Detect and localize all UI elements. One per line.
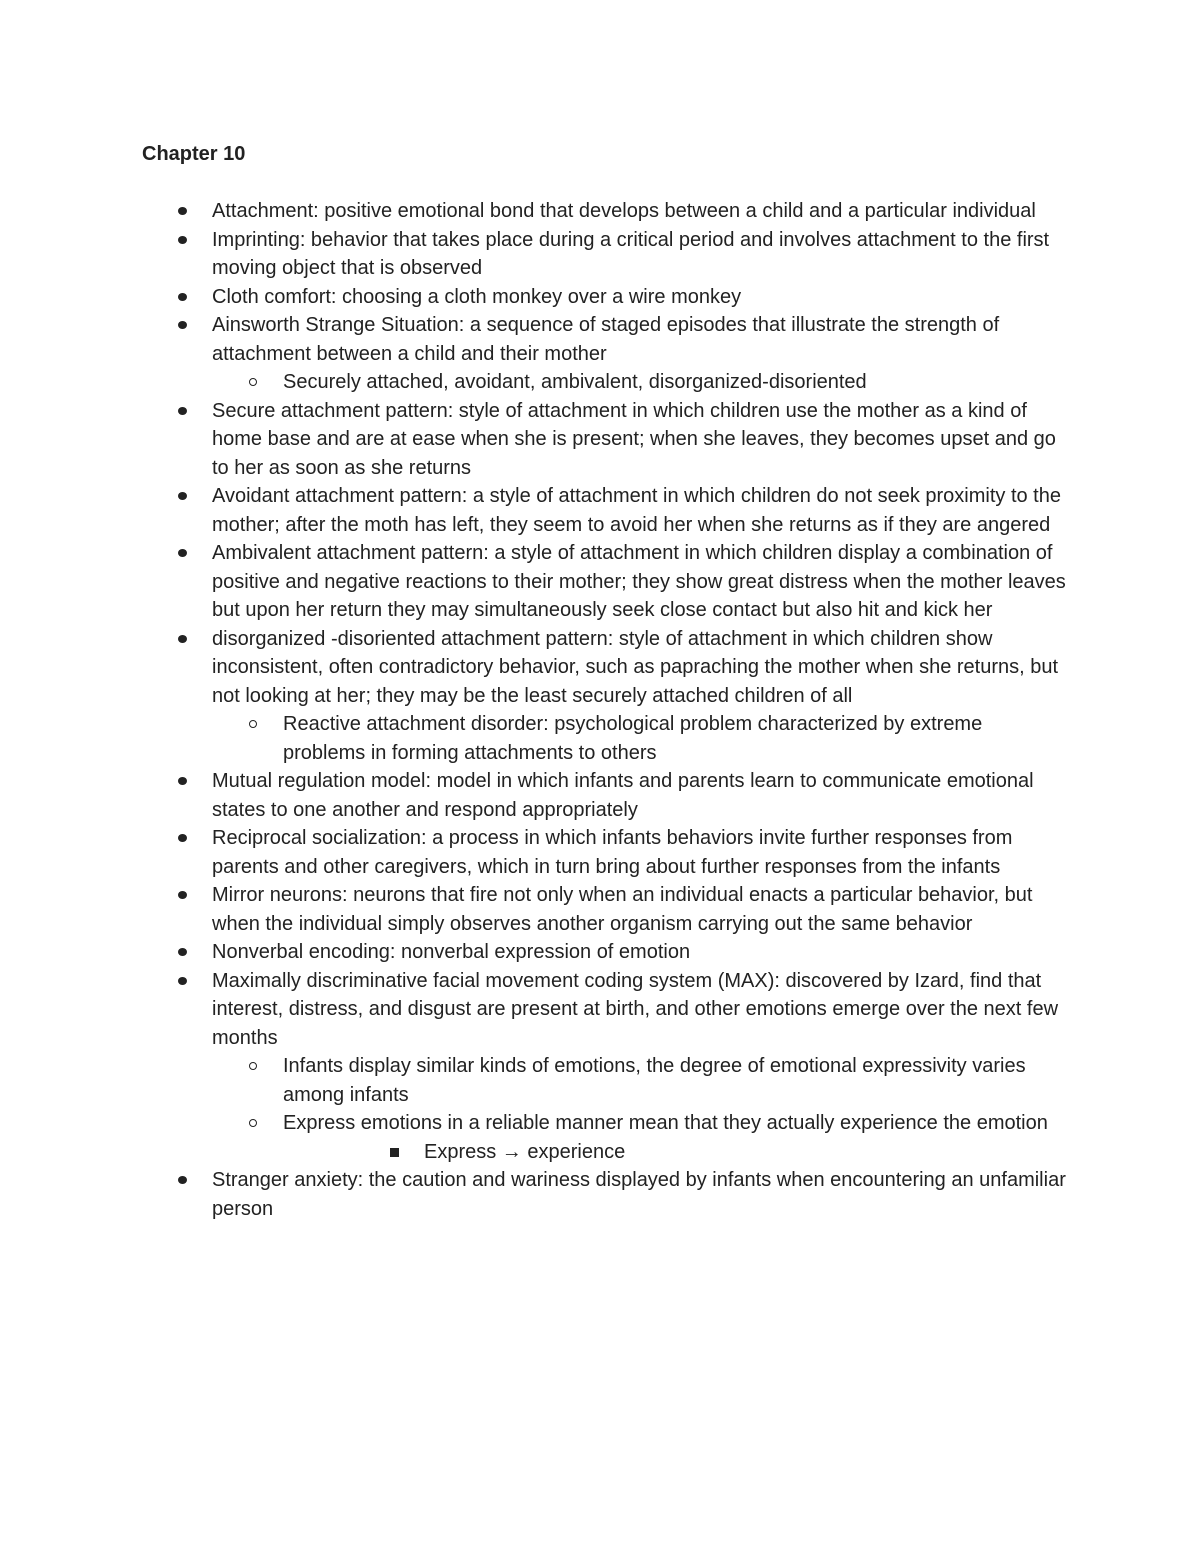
list-item [0,881,1070,938]
list-item [0,283,1070,312]
sub-list [212,368,1070,397]
list-item [0,1166,1070,1223]
list-item-text: Stranger anxiety: the caution and wariness displayed by infants when encountering an unfamiliar person [212,1169,1066,1220]
sub-list-item [0,368,1070,397]
list-item-text: Attachment: positive emotional bond that develops between a child and a particular individual [212,200,1036,222]
bullet-disc-icon [178,635,187,643]
list-item-text: Reactive attachment disorder: psychological problem characterized by extreme problems in forming attachments to others [283,713,983,764]
bullet-disc-icon [178,293,187,301]
bullet-disc-icon [178,207,187,215]
list-item-text: Cloth comfort: choosing a cloth monkey over a wire monkey [212,285,742,308]
list-item-text: Securely attached, avoidant, ambivalent, disorganized-disoriented [283,371,867,393]
list-item [0,625,1070,768]
notes-list [0,197,1070,1223]
bullet-square-icon [390,1148,399,1157]
bullet-disc-icon [178,948,187,956]
list-item-text: Infants display similar kinds of emotions, the degree of emotional expressivity varies among infants [283,1055,1026,1106]
list-item [0,482,1070,539]
list-item [0,938,1070,967]
list-item-text: Ambivalent attachment pattern: a style of attachment in which children display a combination of positive and negative reactions to their mother; they show great distress when the mother leaves but upon her return they may simultaneously seek close contact but also hit and kick her [212,542,1066,621]
sub-sub-list-item [71,1138,1070,1167]
bullet-disc-icon [178,492,187,500]
bullet-disc-icon [178,1176,187,1184]
list-item [0,539,1070,625]
list-item-text: Avoidant attachment pattern: a style of attachment in which children do not seek proximity to the mother; after the moth has left, they seem to avoid her when she returns as if they are angered [212,485,1061,536]
sub-list [283,1138,1070,1167]
bullet-disc-icon [178,549,187,557]
bullet-circle-icon [249,1119,257,1127]
bullet-circle-icon [249,1062,257,1070]
sub-list-item [0,1109,1070,1166]
list-item [0,197,1070,226]
bullet-circle-icon [249,720,257,728]
list-item-text: Maximally discriminative facial movement coding system (MAX): discovered by Izard, find that interest, distress, and disgust are present at birth, and other emotions emerge over the next few months [212,969,1059,1049]
bullet-disc-icon [178,321,187,329]
list-item-text: Express emotions in a reliable manner mean that they actually experience the emotion [283,1112,1048,1134]
list-item-text: Ainsworth Strange Situation: a sequence of staged episodes that illustrate the strength of attachment between a child and their mother [212,314,1000,365]
list-item-text: disorganized -disoriented attachment pattern: style of attachment in which children show inconsistent, often contradictory behavior, such as papraching the mother when she returns, but not looking at her; they may be the least securely attached children of all [212,627,1059,707]
bullet-disc-icon [178,777,187,785]
list-item [0,824,1070,881]
bullet-disc-icon [178,407,187,415]
list-item [0,767,1070,824]
list-item-text: Mutual regulation model: model in which infants and parents learn to communicate emotional states to one another and respond appropriately [212,770,1034,821]
bullet-disc-icon [178,977,187,985]
list-item-text: Reciprocal socialization: a process in which infants behaviors invite further responses from parents and other caregivers, which in turn bring about further responses from the infants [212,827,1013,878]
list-item [0,311,1070,397]
list-item [0,226,1070,283]
sub-list-item [0,710,1070,767]
sub-list-item [0,1052,1070,1109]
bullet-disc-icon [178,891,187,899]
sub-list [212,1052,1070,1166]
list-item-text: Express → experience [424,1140,626,1163]
list-item [0,967,1070,1167]
list-item-text: Mirror neurons: neurons that fire not only when an individual enacts a particular behavior, but when the individual simply observes another organism carrying out the same behavior [212,884,1033,935]
list-item-text: Secure attachment pattern: style of attachment in which children use the mother as a kind of home base and are at ease when she is present; when she leaves, they becomes upset and go to her as soon as she returns [212,399,1056,479]
bullet-disc-icon [178,236,187,244]
bullet-circle-icon [249,378,257,386]
bullet-disc-icon [178,834,187,842]
list-item-text: Nonverbal encoding: nonverbal expression of emotion [212,941,691,963]
sub-list [212,710,1070,767]
list-item-text: Imprinting: behavior that takes place during a critical period and involves attachment to the first moving object that is observed [212,228,1050,279]
list-item [0,397,1070,483]
page-title: Chapter 10 [142,143,246,165]
